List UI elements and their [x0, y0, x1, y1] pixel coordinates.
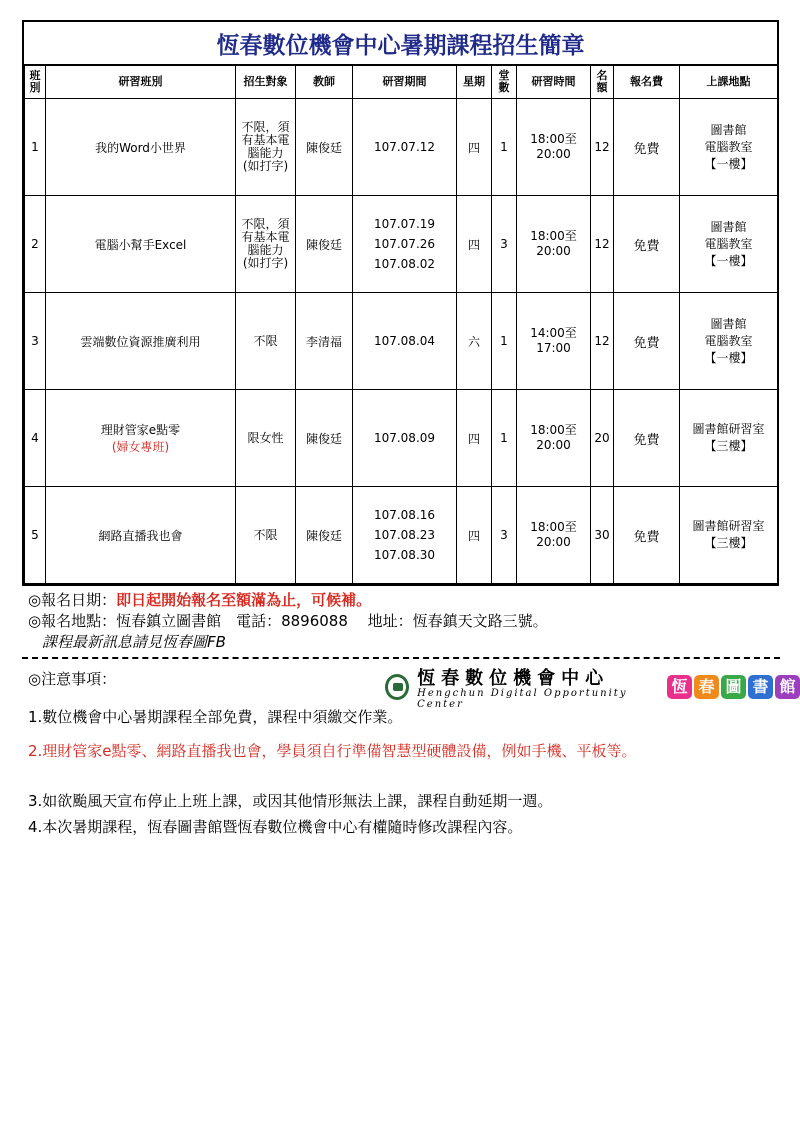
course-date: 107.07.19: [373, 217, 436, 231]
course-name: [46, 293, 236, 390]
quota: 12: [591, 196, 614, 293]
class-number: 4: [25, 390, 46, 487]
location-line: 電腦教室: [704, 333, 753, 348]
weekday: 四: [457, 196, 492, 293]
location-line: 圖書館: [710, 122, 747, 137]
location-line: 圖書館: [710, 316, 747, 331]
target-line: 有基本電: [241, 230, 290, 244]
location-line: 電腦教室: [704, 236, 753, 251]
table-row: [25, 293, 778, 390]
weekday: 四: [457, 487, 492, 584]
course-time: [517, 487, 591, 584]
location-line: 電腦教室: [704, 139, 753, 154]
target-line: 腦能力: [247, 146, 284, 160]
target-line: 限女性: [247, 430, 284, 445]
column-header: 堂 數: [492, 65, 517, 99]
note-item: 1.數位機會中心暑期課程全部免費，課程中須繳交作業。: [28, 708, 403, 726]
dashed-divider: [22, 657, 780, 659]
time-line: 20:00: [536, 438, 571, 452]
column-header: 研習時間: [517, 65, 591, 99]
course-date: 107.07.12: [373, 140, 436, 154]
badge-char: 圖: [721, 675, 746, 699]
column-header: 名 額: [591, 65, 614, 99]
time-line: 14:00至: [530, 326, 577, 340]
location: [680, 487, 778, 584]
reg-date-label: ◎報名日期：: [28, 591, 117, 609]
table-row: [25, 487, 778, 584]
logo-chinese-name: 恆春數位機會中心: [417, 668, 610, 689]
course-date: 107.08.23: [373, 528, 436, 542]
target-line: 不限: [253, 333, 278, 348]
badge-char: 恆: [667, 675, 692, 699]
note-item: 4.本次暑期課程，恆春圖書館暨恆春數位機會中心有權隨時修改課程內容。: [28, 818, 523, 836]
badge-char: 春: [694, 675, 719, 699]
session-count: 3: [492, 487, 517, 584]
course-date: 107.08.02: [373, 257, 436, 271]
course-dates: [353, 390, 457, 487]
target-audience: [236, 293, 296, 390]
time-line: 18:00至: [530, 520, 577, 534]
reg-date-line: [28, 590, 788, 611]
time-line: 18:00至: [530, 229, 577, 243]
fee: 免費: [614, 99, 680, 196]
column-header: 研習期間: [353, 65, 457, 99]
reg-place-line: ◎報名地點：恆春鎮立圖書館 電話：8896088 地址：恆春鎮天文路三號。: [28, 612, 548, 630]
location-line: 【三樓】: [704, 536, 753, 550]
course-time: [517, 196, 591, 293]
course-time: [517, 390, 591, 487]
column-header: 報名費: [614, 65, 680, 99]
weekday: 六: [457, 293, 492, 390]
session-count: 1: [492, 99, 517, 196]
logo-english-name: Hengchun Digital Opportunity Center: [417, 688, 628, 710]
course-date: 107.08.04: [373, 334, 436, 348]
course-dates: [353, 487, 457, 584]
course-date: 107.07.26: [373, 237, 436, 251]
computer-icon: [385, 674, 409, 700]
center-logo: [385, 664, 800, 710]
session-count: 3: [492, 196, 517, 293]
location-line: 【一樓】: [704, 156, 753, 171]
column-header: 上課地點: [680, 65, 778, 99]
column-header: 班 別: [25, 65, 46, 99]
course-name-text: 理財管家e點零: [100, 423, 181, 437]
location: [680, 196, 778, 293]
table-row: [25, 390, 778, 487]
table-row: [25, 99, 778, 196]
target-line: (如打字): [242, 256, 289, 270]
page-title: 恆春數位機會中心暑期課程招生簡章: [24, 22, 777, 66]
column-header: 研習班別: [46, 65, 236, 99]
target-line: 不限，須: [241, 120, 290, 134]
quota: 12: [591, 99, 614, 196]
session-count: 1: [492, 390, 517, 487]
class-number: 5: [25, 487, 46, 584]
class-number: 3: [25, 293, 46, 390]
teacher: 陳俊廷: [296, 390, 353, 487]
location-line: 圖書館: [710, 219, 747, 234]
course-time: [517, 99, 591, 196]
attention-label: ◎注意事項：: [28, 670, 117, 688]
target-audience: [236, 99, 296, 196]
course-note: (婦女專班): [111, 440, 170, 454]
class-number: 1: [25, 99, 46, 196]
fb-note: 課程最新訊息請見恆春圖FB: [42, 633, 226, 651]
target-line: 不限，須: [241, 217, 290, 231]
weekday: 四: [457, 390, 492, 487]
location-line: 【一樓】: [704, 350, 753, 365]
schedule-table: [24, 64, 778, 584]
weekday: 四: [457, 99, 492, 196]
location-line: 圖書館研習室: [692, 519, 765, 533]
location-line: 圖書館研習室: [692, 422, 765, 436]
location-line: 【一樓】: [704, 253, 753, 268]
course-name: [46, 390, 236, 487]
time-line: 18:00至: [530, 132, 577, 146]
teacher: 陳俊廷: [296, 99, 353, 196]
course-dates: [353, 99, 457, 196]
course-name: [46, 487, 236, 584]
note-item: 3.如欲颱風天宣布停止上班上課，或因其他情形無法上課，課程自動延期一週。: [28, 792, 553, 810]
time-line: 20:00: [536, 535, 571, 549]
column-header: 星期: [457, 65, 492, 99]
course-date: 107.08.16: [373, 508, 436, 522]
course-name: [46, 196, 236, 293]
fee: 免費: [614, 390, 680, 487]
quota: 30: [591, 487, 614, 584]
target-audience: [236, 487, 296, 584]
target-audience: [236, 196, 296, 293]
location: [680, 99, 778, 196]
reg-date-value: 即日起開始報名至額滿為止，可候補。: [116, 591, 372, 609]
table-row: [25, 196, 778, 293]
location-line: 【三樓】: [704, 439, 753, 453]
course-name-text: 電腦小幫手Excel: [94, 237, 187, 252]
fee: 免費: [614, 487, 680, 584]
course-name: [46, 99, 236, 196]
course-name-text: 網路直播我也會: [98, 528, 183, 543]
course-time: [517, 293, 591, 390]
column-header: 教師: [296, 65, 353, 99]
location: [680, 293, 778, 390]
course-date: 107.08.09: [373, 431, 436, 445]
target-audience: [236, 390, 296, 487]
library-badge: [665, 675, 800, 699]
badge-char: 館: [775, 675, 800, 699]
time-line: 20:00: [536, 244, 571, 258]
teacher: 陳俊廷: [296, 196, 353, 293]
course-dates: [353, 196, 457, 293]
course-dates: [353, 293, 457, 390]
fee: 免費: [614, 293, 680, 390]
schedule-frame: [22, 20, 779, 586]
quota: 20: [591, 390, 614, 487]
course-name-text: 雲端數位資源推廣利用: [80, 334, 201, 349]
fee: 免費: [614, 196, 680, 293]
note-item: 2.理財管家e點零、網路直播我也會，學員須自行準備智慧型硬體設備，例如手機、平板等。: [28, 742, 637, 760]
target-line: (如打字): [242, 159, 289, 173]
target-line: 有基本電: [241, 133, 290, 147]
column-header: 招生對象: [236, 65, 296, 99]
badge-char: 書: [748, 675, 773, 699]
course-name-text: 我的Word小世界: [95, 140, 186, 155]
location: [680, 390, 778, 487]
target-line: 腦能力: [247, 243, 284, 257]
class-number: 2: [25, 196, 46, 293]
time-line: 20:00: [536, 147, 571, 161]
session-count: 1: [492, 293, 517, 390]
time-line: 18:00至: [530, 423, 577, 437]
target-line: 不限: [253, 527, 278, 542]
teacher: 陳俊廷: [296, 487, 353, 584]
course-date: 107.08.30: [373, 548, 436, 562]
table-header-row: [25, 65, 778, 99]
time-line: 17:00: [536, 341, 571, 355]
registration-info: [28, 590, 788, 653]
teacher: 李清福: [296, 293, 353, 390]
quota: 12: [591, 293, 614, 390]
